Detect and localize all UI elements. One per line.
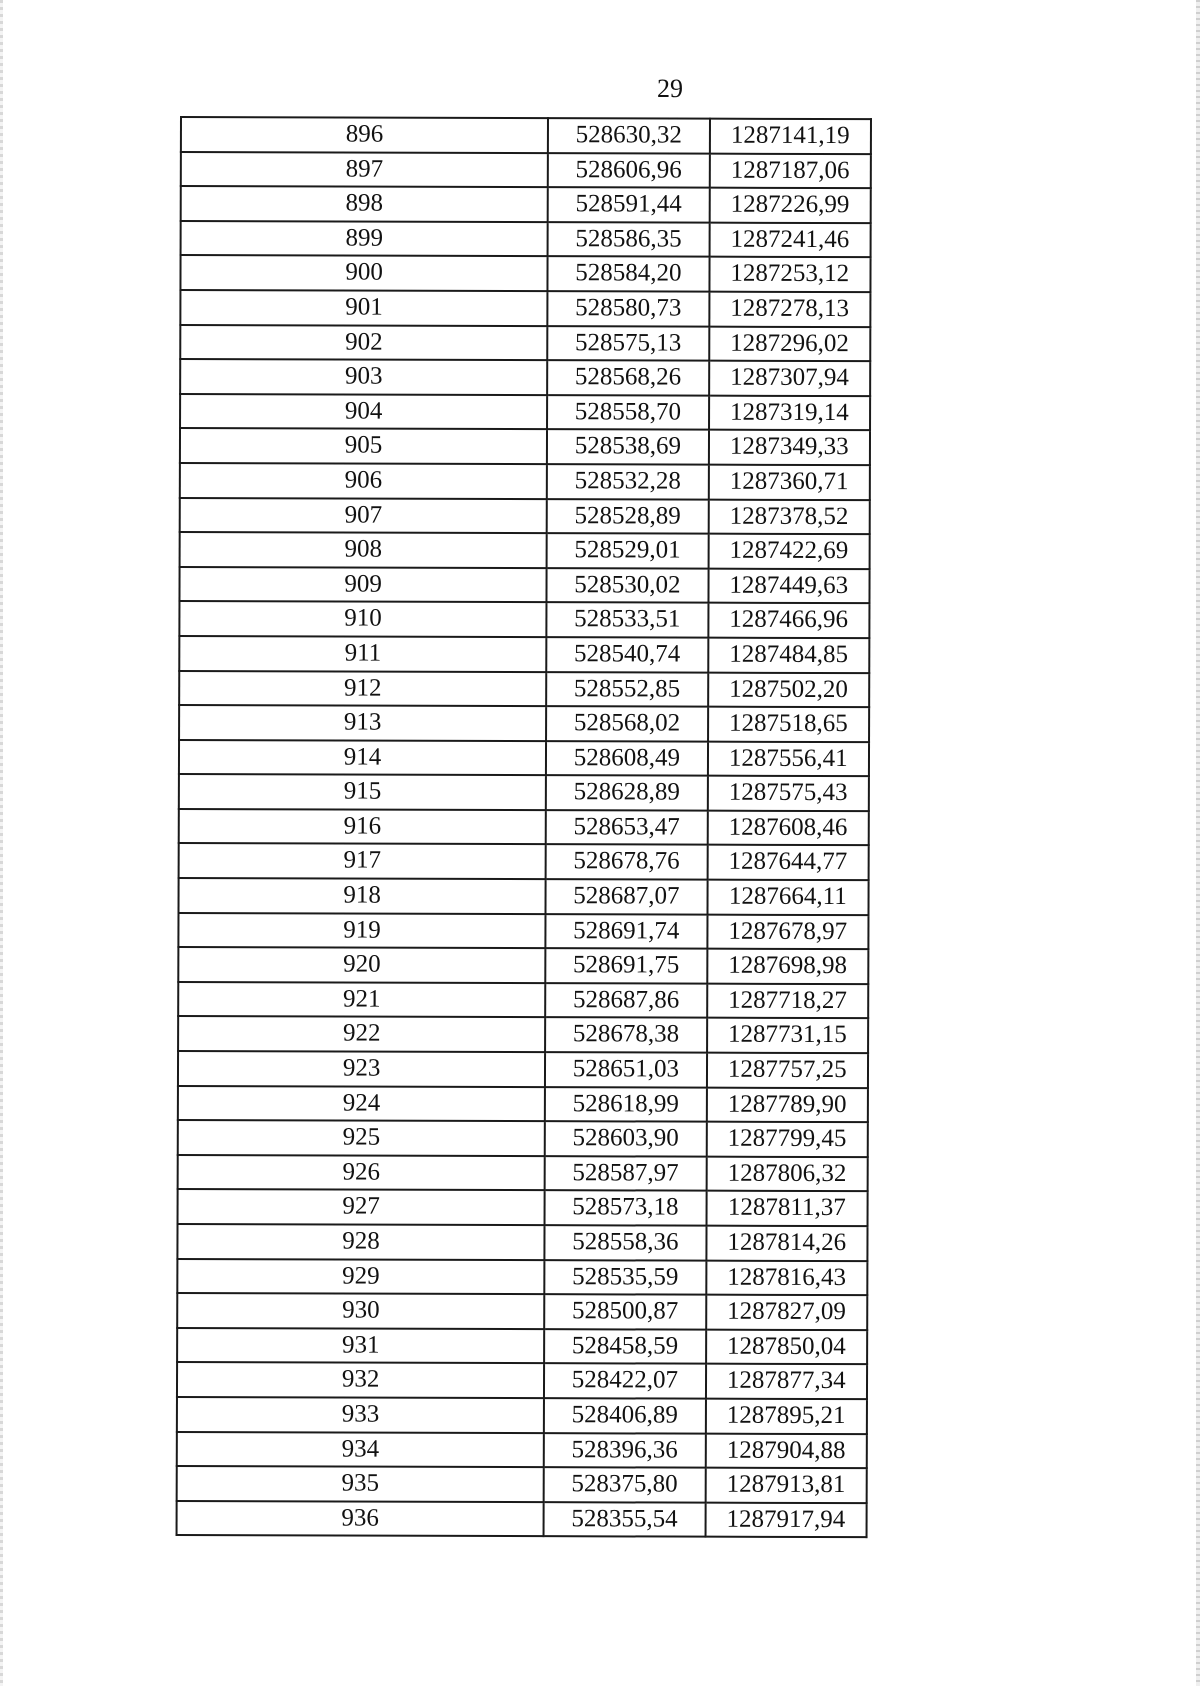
table-row (178, 1155, 868, 1192)
y-coordinate-cell (706, 1260, 868, 1295)
x-coordinate-cell (546, 741, 707, 776)
x-coordinate-cell-text: 528606,96 (575, 155, 682, 184)
table-row (179, 671, 869, 708)
x-coordinate-cell (547, 464, 708, 499)
table-row (181, 186, 871, 223)
y-coordinate-cell-text: 1287518,65 (728, 709, 848, 738)
y-coordinate-cell (706, 1364, 868, 1399)
y-coordinate-cell (705, 1399, 867, 1434)
x-coordinate-cell (547, 395, 708, 430)
x-coordinate-cell (545, 1052, 706, 1087)
point-number-cell-text: 898 (345, 189, 384, 217)
y-coordinate-cell (708, 638, 870, 673)
y-coordinate-cell-text: 1287360,71 (729, 467, 849, 496)
y-coordinate-cell (707, 914, 869, 949)
y-coordinate-cell (706, 1122, 868, 1157)
x-coordinate-cell (545, 1191, 706, 1226)
point-number-cell-text: 924 (342, 1089, 381, 1117)
x-coordinate-cell-text: 528678,76 (573, 847, 680, 876)
x-coordinate-cell (547, 602, 708, 637)
y-coordinate-cell (708, 465, 870, 500)
x-coordinate-cell-text: 528568,26 (574, 363, 682, 391)
y-coordinate-cell (706, 1329, 868, 1364)
point-number-cell-text: 927 (342, 1192, 380, 1221)
point-number-cell-text: 914 (343, 743, 382, 771)
table-row (177, 1432, 867, 1469)
y-coordinate-cell-text: 1287502,20 (729, 675, 848, 703)
x-coordinate-cell (547, 326, 708, 361)
point-number-cell-text: 904 (344, 397, 383, 425)
x-coordinate-cell-text: 528603,90 (572, 1124, 679, 1152)
point-number-cell-text: 930 (342, 1296, 380, 1324)
point-number-cell-text: 896 (345, 120, 384, 148)
x-coordinate-cell (545, 1225, 706, 1260)
point-number-cell-text: 934 (341, 1435, 380, 1463)
point-number-cell (177, 1293, 544, 1329)
x-coordinate-cell (547, 360, 708, 395)
y-coordinate-cell (708, 534, 870, 569)
point-number-cell-text: 926 (342, 1158, 381, 1186)
y-coordinate-cell (706, 1295, 868, 1330)
point-number-cell-text: 912 (344, 674, 382, 702)
x-coordinate-cell (548, 222, 709, 257)
x-coordinate-cell (547, 568, 708, 603)
point-number-cell (177, 1224, 544, 1260)
table-row (180, 532, 870, 569)
x-coordinate-cell-text: 528533,51 (574, 605, 681, 633)
table-row (181, 152, 871, 189)
point-number-cell (181, 186, 548, 222)
y-coordinate-cell (705, 1468, 867, 1503)
y-coordinate-cell-text: 1287811,37 (727, 1194, 846, 1222)
point-number-cell-text: 935 (341, 1469, 380, 1497)
y-coordinate-cell (709, 222, 871, 257)
x-coordinate-cell-text: 528458,59 (571, 1332, 679, 1360)
point-number-cell (178, 1086, 545, 1122)
table-row (178, 1120, 868, 1157)
y-coordinate-cell (709, 257, 871, 292)
point-number-cell-text: 918 (343, 881, 381, 909)
y-coordinate-cell-text: 1287319,14 (729, 398, 849, 426)
table-row (178, 1016, 868, 1053)
y-coordinate-cell (705, 1433, 867, 1468)
x-coordinate-cell (546, 914, 707, 949)
x-coordinate-cell (546, 879, 707, 914)
y-coordinate-cell (707, 811, 869, 846)
point-number-cell (177, 1501, 544, 1537)
x-coordinate-cell-text: 528530,02 (574, 570, 681, 599)
point-number-cell-text: 917 (343, 846, 382, 875)
point-number-cell-text: 920 (343, 950, 381, 978)
y-coordinate-cell-text: 1287422,69 (729, 536, 849, 565)
y-coordinate-cell (705, 1502, 867, 1537)
x-coordinate-cell-text: 528584,20 (575, 259, 682, 287)
table-row (179, 809, 869, 846)
table-row (180, 255, 870, 292)
point-number-cell (179, 636, 546, 672)
x-coordinate-cell-text: 528528,89 (574, 501, 681, 530)
x-coordinate-cell-text: 528532,28 (574, 467, 681, 495)
y-coordinate-cell-text: 1287608,46 (728, 813, 848, 841)
x-coordinate-cell (547, 499, 708, 534)
point-number-cell (180, 394, 547, 430)
y-coordinate-cell-text: 1287449,63 (729, 571, 849, 599)
x-coordinate-cell (546, 845, 707, 880)
y-coordinate-cell-text: 1287718,27 (728, 986, 847, 1014)
y-coordinate-cell (709, 361, 871, 396)
y-coordinate-cell (708, 568, 870, 603)
table-row (179, 567, 869, 604)
y-coordinate-cell-text: 1287187,06 (730, 156, 850, 184)
y-coordinate-cell-text: 1287799,45 (727, 1124, 847, 1153)
x-coordinate-cell-text: 528500,87 (571, 1297, 679, 1325)
x-coordinate-cell-text: 528653,47 (573, 813, 680, 841)
x-coordinate-cell-text: 528568,02 (573, 709, 681, 737)
point-number-cell-text: 923 (342, 1054, 381, 1082)
y-coordinate-cell (708, 707, 870, 742)
x-coordinate-cell (546, 775, 707, 810)
y-coordinate-cell-text: 1287757,25 (727, 1055, 847, 1084)
point-number-cell (180, 290, 547, 326)
x-coordinate-cell (546, 672, 707, 707)
table-row (179, 740, 869, 777)
x-coordinate-cell-text: 528608,49 (573, 743, 681, 772)
y-coordinate-cell-text: 1287378,52 (729, 502, 849, 530)
x-coordinate-cell-text: 528591,44 (575, 190, 682, 218)
point-number-cell-text: 921 (343, 985, 381, 1013)
x-coordinate-cell-text: 528691,75 (573, 951, 680, 979)
y-coordinate-cell-text: 1287556,41 (728, 744, 848, 772)
table-row (177, 1224, 867, 1261)
x-coordinate-cell (544, 1364, 705, 1399)
table-row (177, 1293, 867, 1330)
y-coordinate-cell-text: 1287664,11 (728, 882, 847, 911)
y-coordinate-cell (709, 292, 871, 327)
point-number-cell-text: 907 (344, 501, 383, 529)
x-coordinate-cell (548, 187, 709, 222)
y-coordinate-cell-text: 1287253,12 (730, 260, 850, 288)
point-number-cell (179, 774, 546, 810)
y-coordinate-cell (708, 741, 870, 776)
point-number-cell (179, 567, 546, 603)
x-coordinate-cell (545, 1121, 706, 1156)
coordinates-table (176, 116, 872, 1539)
point-number-cell (180, 498, 547, 534)
table-row (177, 1466, 867, 1503)
table-row (177, 1501, 867, 1538)
point-number-cell-text: 901 (345, 293, 383, 321)
y-coordinate-cell-text: 1287816,43 (727, 1263, 847, 1291)
point-number-cell (177, 1432, 544, 1468)
x-coordinate-cell-text: 528573,18 (572, 1193, 679, 1221)
y-coordinate-cell (707, 1018, 869, 1053)
y-coordinate-cell-text: 1287827,09 (727, 1297, 846, 1326)
y-coordinate-cell (706, 1191, 868, 1226)
y-coordinate-cell (707, 984, 869, 1019)
page-number: 29 (657, 74, 683, 103)
point-number-cell (178, 878, 545, 914)
point-number-cell (181, 152, 548, 188)
point-number-cell-text: 931 (341, 1331, 380, 1359)
point-number-cell-text: 899 (345, 224, 384, 252)
y-coordinate-cell-text: 1287307,94 (730, 363, 849, 392)
y-coordinate-cell-text: 1287575,43 (728, 779, 848, 807)
point-number-cell (178, 1120, 545, 1156)
table-row (179, 843, 869, 880)
x-coordinate-cell-text: 528375,80 (571, 1470, 678, 1498)
point-number-cell (178, 947, 545, 983)
table-row (180, 394, 870, 431)
x-coordinate-cell (545, 1018, 706, 1053)
x-coordinate-cell (544, 1398, 705, 1433)
y-coordinate-cell-text: 1287296,02 (730, 329, 849, 357)
x-coordinate-cell (548, 153, 709, 188)
y-coordinate-cell-text: 1287678,97 (728, 917, 848, 945)
table-row (177, 1259, 867, 1296)
y-coordinate-cell-text: 1287278,13 (730, 294, 850, 323)
table-row (177, 1328, 867, 1365)
point-number-cell-text: 916 (343, 812, 382, 840)
x-coordinate-cell (545, 948, 706, 983)
point-number-cell (179, 843, 546, 879)
table-row (178, 982, 868, 1019)
table-row (181, 221, 871, 258)
x-coordinate-cell (544, 1467, 705, 1502)
point-number-cell (177, 1328, 544, 1364)
x-coordinate-cell (548, 118, 709, 153)
point-number-cell (180, 428, 547, 464)
point-number-cell-text: 911 (344, 639, 382, 667)
table-row (180, 359, 870, 396)
x-coordinate-cell-text: 528618,99 (572, 1089, 679, 1118)
scan-edge-right (1196, 0, 1200, 1686)
y-coordinate-cell-text: 1287349,33 (729, 433, 849, 461)
x-coordinate-cell-text: 528558,70 (574, 397, 682, 426)
x-coordinate-cell-text: 528540,74 (574, 640, 681, 668)
y-coordinate-cell-text: 1287484,85 (729, 640, 849, 669)
y-coordinate-cell (709, 153, 871, 188)
y-coordinate-cell-text: 1287226,99 (730, 190, 850, 219)
table-row (180, 290, 870, 327)
point-number-cell-text: 928 (342, 1227, 380, 1255)
point-number-cell-text: 900 (345, 258, 383, 287)
x-coordinate-cell-text: 528678,38 (572, 1020, 680, 1049)
x-coordinate-cell-text: 528406,89 (571, 1401, 678, 1429)
point-number-cell (179, 705, 546, 741)
x-coordinate-cell (544, 1260, 705, 1295)
y-coordinate-cell (707, 1053, 869, 1088)
y-coordinate-cell-text: 1287895,21 (726, 1401, 846, 1430)
point-number-cell-text: 913 (343, 708, 382, 736)
x-coordinate-cell-text: 528628,89 (573, 778, 680, 806)
table-row (180, 463, 870, 500)
y-coordinate-cell (708, 603, 870, 638)
x-coordinate-cell-text: 528538,69 (574, 432, 682, 460)
x-coordinate-cell-text: 528687,07 (573, 882, 680, 910)
x-coordinate-cell-text: 528651,03 (572, 1055, 680, 1083)
y-coordinate-cell-text: 1287698,98 (728, 951, 848, 980)
point-number-cell (180, 325, 547, 361)
y-coordinate-cell-text: 1287241,46 (730, 225, 850, 253)
x-coordinate-cell-text: 528396,36 (571, 1435, 678, 1464)
point-number-cell (178, 913, 545, 949)
point-number-cell (180, 255, 547, 291)
table-row (179, 601, 869, 638)
point-number-cell (177, 1259, 544, 1295)
y-coordinate-cell (708, 672, 870, 707)
point-number-cell-text: 908 (344, 535, 383, 563)
x-coordinate-cell (544, 1502, 705, 1537)
point-number-cell (178, 1016, 545, 1052)
point-number-cell (178, 1051, 545, 1087)
y-coordinate-cell-text: 1287806,32 (727, 1159, 847, 1187)
y-coordinate-cell (709, 119, 871, 154)
x-coordinate-cell-text: 528552,85 (573, 674, 681, 703)
y-coordinate-cell (708, 430, 870, 465)
x-coordinate-cell-text: 528687,86 (572, 986, 680, 1014)
table-row (177, 1397, 867, 1434)
point-number-cell (180, 463, 547, 499)
point-number-cell (181, 117, 548, 153)
point-number-cell (177, 1397, 544, 1433)
point-number-cell (178, 1189, 545, 1225)
x-coordinate-cell-text: 528422,07 (571, 1366, 679, 1394)
y-coordinate-cell (707, 880, 869, 915)
x-coordinate-cell (548, 257, 709, 292)
point-number-cell-text: 902 (345, 328, 383, 356)
point-number-cell-text: 903 (344, 362, 383, 390)
point-number-cell (178, 1155, 545, 1191)
point-number-cell (179, 671, 546, 707)
point-number-cell-text: 922 (342, 1019, 381, 1048)
y-coordinate-cell-text: 1287913,81 (726, 1470, 846, 1499)
y-coordinate-cell-text: 1287644,77 (728, 848, 848, 876)
point-number-cell (178, 982, 545, 1018)
x-coordinate-cell (547, 533, 708, 568)
y-coordinate-cell-text: 1287917,94 (726, 1505, 846, 1533)
point-number-cell-text: 933 (341, 1400, 380, 1428)
point-number-cell (179, 740, 546, 776)
point-number-cell-text: 905 (344, 431, 383, 459)
x-coordinate-cell (546, 706, 707, 741)
y-coordinate-cell (708, 499, 870, 534)
x-coordinate-cell-text: 528558,36 (572, 1228, 679, 1256)
table-row (180, 428, 870, 465)
point-number-cell-text: 915 (343, 777, 382, 805)
x-coordinate-cell-text: 528691,74 (573, 916, 680, 945)
point-number-cell (177, 1362, 544, 1398)
y-coordinate-cell-text: 1287141,19 (730, 121, 850, 150)
point-number-cell (179, 809, 546, 845)
x-coordinate-cell-text: 528355,54 (571, 1504, 678, 1533)
y-coordinate-cell-text: 1287877,34 (726, 1367, 846, 1395)
point-number-cell (180, 359, 547, 395)
point-number-cell-text: 906 (344, 466, 383, 494)
point-number-cell (179, 601, 546, 637)
point-number-cell-text: 932 (341, 1365, 380, 1394)
x-coordinate-cell (548, 291, 709, 326)
y-coordinate-cell (706, 1226, 868, 1261)
point-number-cell-text: 897 (345, 155, 384, 183)
table-row (178, 878, 868, 915)
x-coordinate-cell (544, 1433, 705, 1468)
point-number-cell (177, 1466, 544, 1502)
y-coordinate-cell (706, 1156, 868, 1191)
x-coordinate-cell (546, 637, 707, 672)
point-number-cell-text: 925 (342, 1123, 381, 1151)
y-coordinate-cell-text: 1287904,88 (726, 1436, 846, 1464)
x-coordinate-cell-text: 528586,35 (575, 225, 682, 253)
x-coordinate-cell-text: 528630,32 (575, 121, 682, 149)
x-coordinate-cell-text: 528587,97 (572, 1159, 679, 1187)
point-number-cell (181, 221, 548, 257)
x-coordinate-cell (547, 429, 708, 464)
point-number-cell-text: 936 (341, 1504, 379, 1532)
x-coordinate-cell (546, 810, 707, 845)
point-number-cell-text: 929 (342, 1262, 380, 1290)
y-coordinate-cell (709, 188, 871, 223)
y-coordinate-cell-text: 1287789,90 (727, 1090, 847, 1118)
point-number-cell (180, 532, 547, 568)
y-coordinate-cell (709, 326, 871, 361)
table-row (178, 947, 868, 984)
y-coordinate-cell (709, 395, 871, 430)
scan-edge-left (0, 0, 3, 1686)
table-row (178, 913, 868, 950)
y-coordinate-cell-text: 1287850,04 (727, 1332, 846, 1360)
point-number-cell-text: 919 (343, 916, 381, 944)
y-coordinate-cell (706, 1087, 868, 1122)
x-coordinate-cell-text: 528529,01 (574, 536, 681, 564)
y-coordinate-cell-text: 1287731,15 (727, 1021, 847, 1049)
table-row (179, 705, 869, 742)
table-row (180, 325, 870, 362)
table-row (179, 636, 869, 673)
y-coordinate-cell (707, 949, 869, 984)
coordinates-table-body (177, 117, 871, 1538)
table-row (178, 1051, 868, 1088)
y-coordinate-cell (707, 845, 869, 880)
table-row (178, 1086, 868, 1123)
table-row (177, 1362, 867, 1399)
x-coordinate-cell (544, 1329, 705, 1364)
x-coordinate-cell (545, 1156, 706, 1191)
table-row (178, 1189, 868, 1226)
x-coordinate-cell-text: 528580,73 (575, 294, 682, 322)
x-coordinate-cell-text: 528575,13 (574, 328, 682, 357)
y-coordinate-cell-text: 1287466,96 (729, 606, 849, 634)
y-coordinate-cell (707, 776, 869, 811)
table-row (181, 117, 871, 154)
x-coordinate-cell (544, 1294, 705, 1329)
y-coordinate-cell-text: 1287814,26 (727, 1228, 847, 1257)
point-number-cell-text: 910 (344, 604, 382, 632)
table-row (180, 498, 870, 535)
table-row (179, 774, 869, 811)
x-coordinate-cell (545, 1087, 706, 1122)
point-number-cell-text: 909 (344, 570, 382, 598)
x-coordinate-cell (545, 983, 706, 1018)
x-coordinate-cell-text: 528535,59 (572, 1262, 679, 1291)
